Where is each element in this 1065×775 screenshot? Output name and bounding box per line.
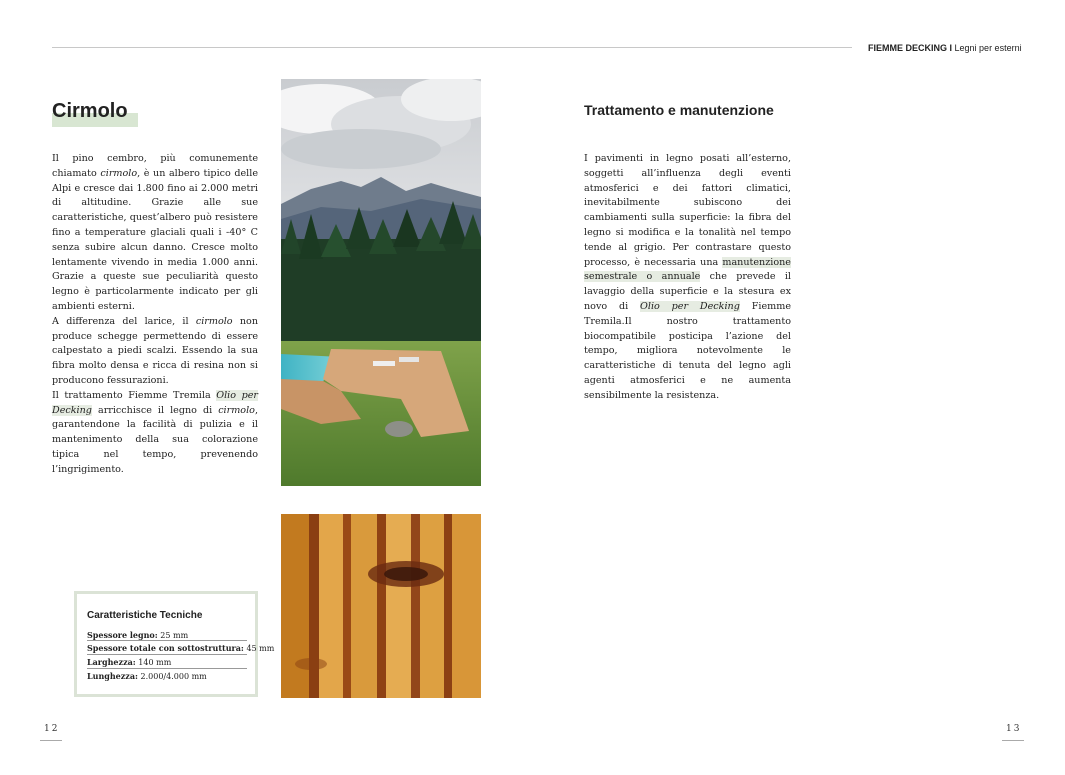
page-number-right: 13 [1006, 724, 1022, 734]
maintenance-paragraph: I pavimenti in legno posati all’esterno, soggetti all’influenza degli eventi atmosferici e dei fattori climatici, inevitabilmente subiscono dei cambiamenti sulla superficie: la fibra del legno si modifica e la tonalità nel tempo tende al grigio. Per contrastare questo processo, è necessaria una manutenzione semestrale o annuale che prevede il lavaggio della superficie e la stesura ex novo di Olio per Decking Fiemme Tremila.Il nostro trattamento biocompatibile posticipa l’azione del tempo, migliora notevolmente le caratteristiche di tenuta del legno agli agenti atmosferici e ne aumenta sensibilmente la resistenza. [584, 153, 791, 401]
header-brand: FIEMME DECKING I [868, 43, 953, 53]
spec-row: Spessore totale con sottostruttura: 45 mm [87, 643, 275, 653]
page-title-cirmolo: Cirmolo [52, 100, 128, 122]
pool-deck-photo [281, 79, 481, 486]
running-header [868, 43, 1022, 53]
header-rule [52, 47, 852, 48]
spec-row: Larghezza: 140 mm [87, 657, 172, 667]
header-section: Legni per esterni [954, 43, 1022, 53]
cirmolo-wood-sample-photo [281, 514, 481, 698]
spec-divider [87, 654, 247, 655]
page-number-rule [1002, 740, 1024, 741]
paragraph-1: Il pino cembro, più comunemente chiamato cirmolo, è un albero tipico delle Alpi e cresce dai 1.800 fino ai 2.000 metri di altitudine. Grazie alle sue caratteristiche, quest’albero può resistere fino a temperature glaciali quali i -40° C senza subire alcun danno. Cresce molto lentamente vivendo in media 1.000 anni. Grazie a queste sue peculiarità questo legno è particolarmente indicato per gli ambienti esterni. [52, 153, 258, 312]
page-number-left: 12 [44, 724, 60, 734]
specs-title: Caratteristiche Tecniche [87, 610, 203, 621]
paragraph-2: A differenza del larice, il cirmolo non produce schegge permettendo di essere calpestato a piedi scalzi. Essendo la sua fibra molto densa e ricca di resina non si producono fessurazioni. [52, 315, 258, 386]
spec-divider [87, 668, 247, 669]
section-title-maintenance: Trattamento e manutenzione [584, 102, 774, 118]
cirmolo-description [52, 152, 258, 478]
spec-row: Spessore legno: 25 mm [87, 630, 189, 640]
paragraph-3: Il trattamento Fiemme Tremila Olio per Decking arricchisce il legno di cirmolo, garantendone la facilità di pulizia e il mantenimento della sua colorazione tipica nel tempo, prevenendo l’ingrigimento. [52, 389, 259, 475]
spec-row: Lunghezza: 2.000/4.000 mm [87, 671, 207, 681]
technical-specs-box [74, 591, 275, 697]
spec-divider [87, 640, 247, 641]
maintenance-description [584, 152, 791, 404]
page-number-rule [40, 740, 62, 741]
